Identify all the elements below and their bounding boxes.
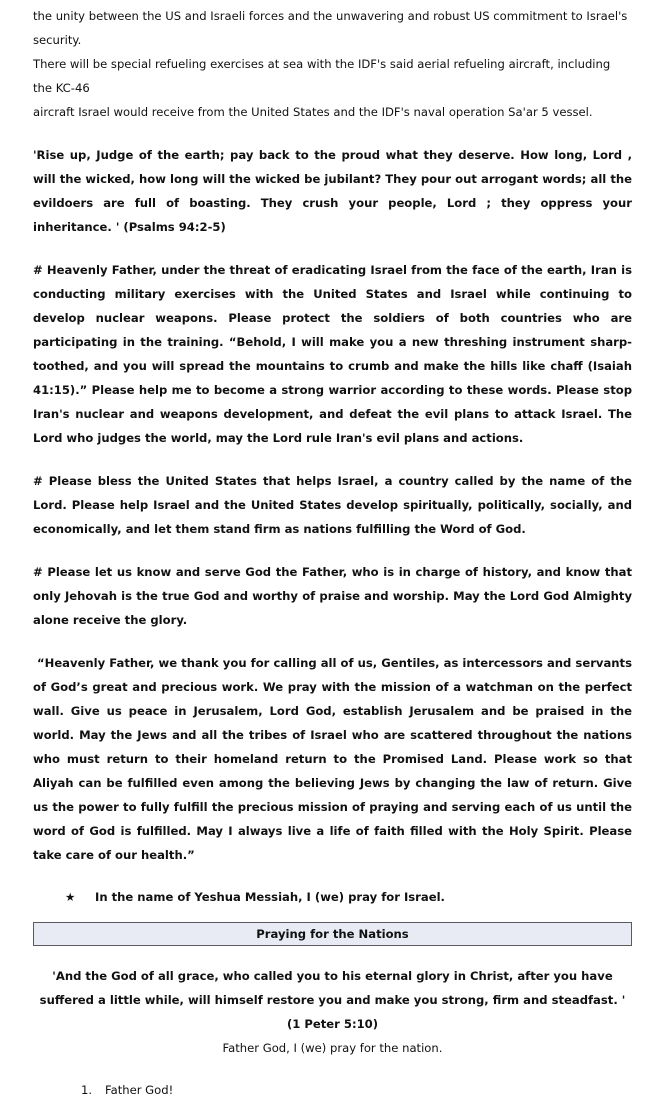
prayer-heavenly-father: “Heavenly Father, we thank you for calling all of us, Gentiles, as intercessors and servants of God’s great and precious work. We pray with the mission of a watchman on the perfect wall. Give us peace in Jerusalem, Lord God, establish Jerusalem and be praised in the world. May the Jews and all the tribes of Israel who are scattered throughout the nations who must return to their homeland return to the Promised Land. Please work so that Aliyah can be fulfilled even among the believing Jews by changing the law of return. Give us the power to fully fulfill the precious mission of praying and serving each of us until the word of God is fulfilled. May I always live a life of faith filled with the Holy Spirit. Please take care of our health.” xyxy=(33,656,632,862)
list-text: Father God! xyxy=(105,1083,174,1097)
intro-line-3: aircraft Israel would receive from the United States and the IDF's naval operation Sa'ar 5 vessel. xyxy=(33,105,593,119)
peter-verse: 'And the God of all grace, who called you to his eternal glory in Christ, after you have suffered a little while, will himself restore you and make you strong, firm and steadfast. ' (1 Peter 5:10) xyxy=(39,969,626,1031)
intro-paragraph xyxy=(33,4,632,124)
star-icon: ★ xyxy=(65,890,76,904)
document-page xyxy=(33,4,632,1102)
intro-line-1: the unity between the US and Israeli forces and the unwavering and robust US commitment to Israel's security. xyxy=(33,9,628,47)
closing-line xyxy=(65,885,632,909)
prayer-iran: # Heavenly Father, under the threat of eradicating Israel from the face of the earth, Iran is conducting military exercises with the United States and Israel while continuing to develop nuclear weapons. Please protect the soldiers of both countries who are participating in the training. “Behold, I will make you a new threshing instrument sharp-toothed, and you will spread the mountains to crumb and make the hills like chaff (Isaiah 41:15).” Please help me to become a strong warrior according to these words. Please stop Iran's nuclear and weapons development, and defeat the evil plans to attack Israel. The Lord who judges the world, may the Lord rule Iran's evil plans and actions. xyxy=(33,263,632,445)
list-item xyxy=(81,1078,632,1102)
prayer-united-states: # Please bless the United States that helps Israel, a country called by the name of the Lord. Please help Israel and the United States develop spiritually, politically, socially, and economically, and let them stand firm as nations fulfilling the Word of God. xyxy=(33,474,632,536)
closing-text: In the name of Yeshua Messiah, I (we) pray for Israel. xyxy=(95,890,445,904)
intro-line-2: There will be special refueling exercises at sea with the IDF's said aerial refueling aircraft, including the KC-46 xyxy=(33,57,611,95)
prayer-god-father: # Please let us know and serve God the Father, who is in charge of history, and know that only Jehovah is the true God and worthy of praise and worship. May the Lord God Almighty alone receive the glory. xyxy=(33,565,632,627)
section-header: Praying for the Nations xyxy=(33,922,632,946)
nation-prayer-line: Father God, I (we) pray for the nation. xyxy=(222,1041,443,1055)
psalm-quote: 'Rise up, Judge of the earth; pay back to the proud what they deserve. How long, Lord , will the wicked, how long will the wicked be jubilant? They pour out arrogant words; all the evildoers are full of boasting. They crush your people, Lord ; they oppress your inheritance. ' (Psalms 94:2-5) xyxy=(33,148,632,234)
list-number: 1. xyxy=(81,1083,93,1097)
